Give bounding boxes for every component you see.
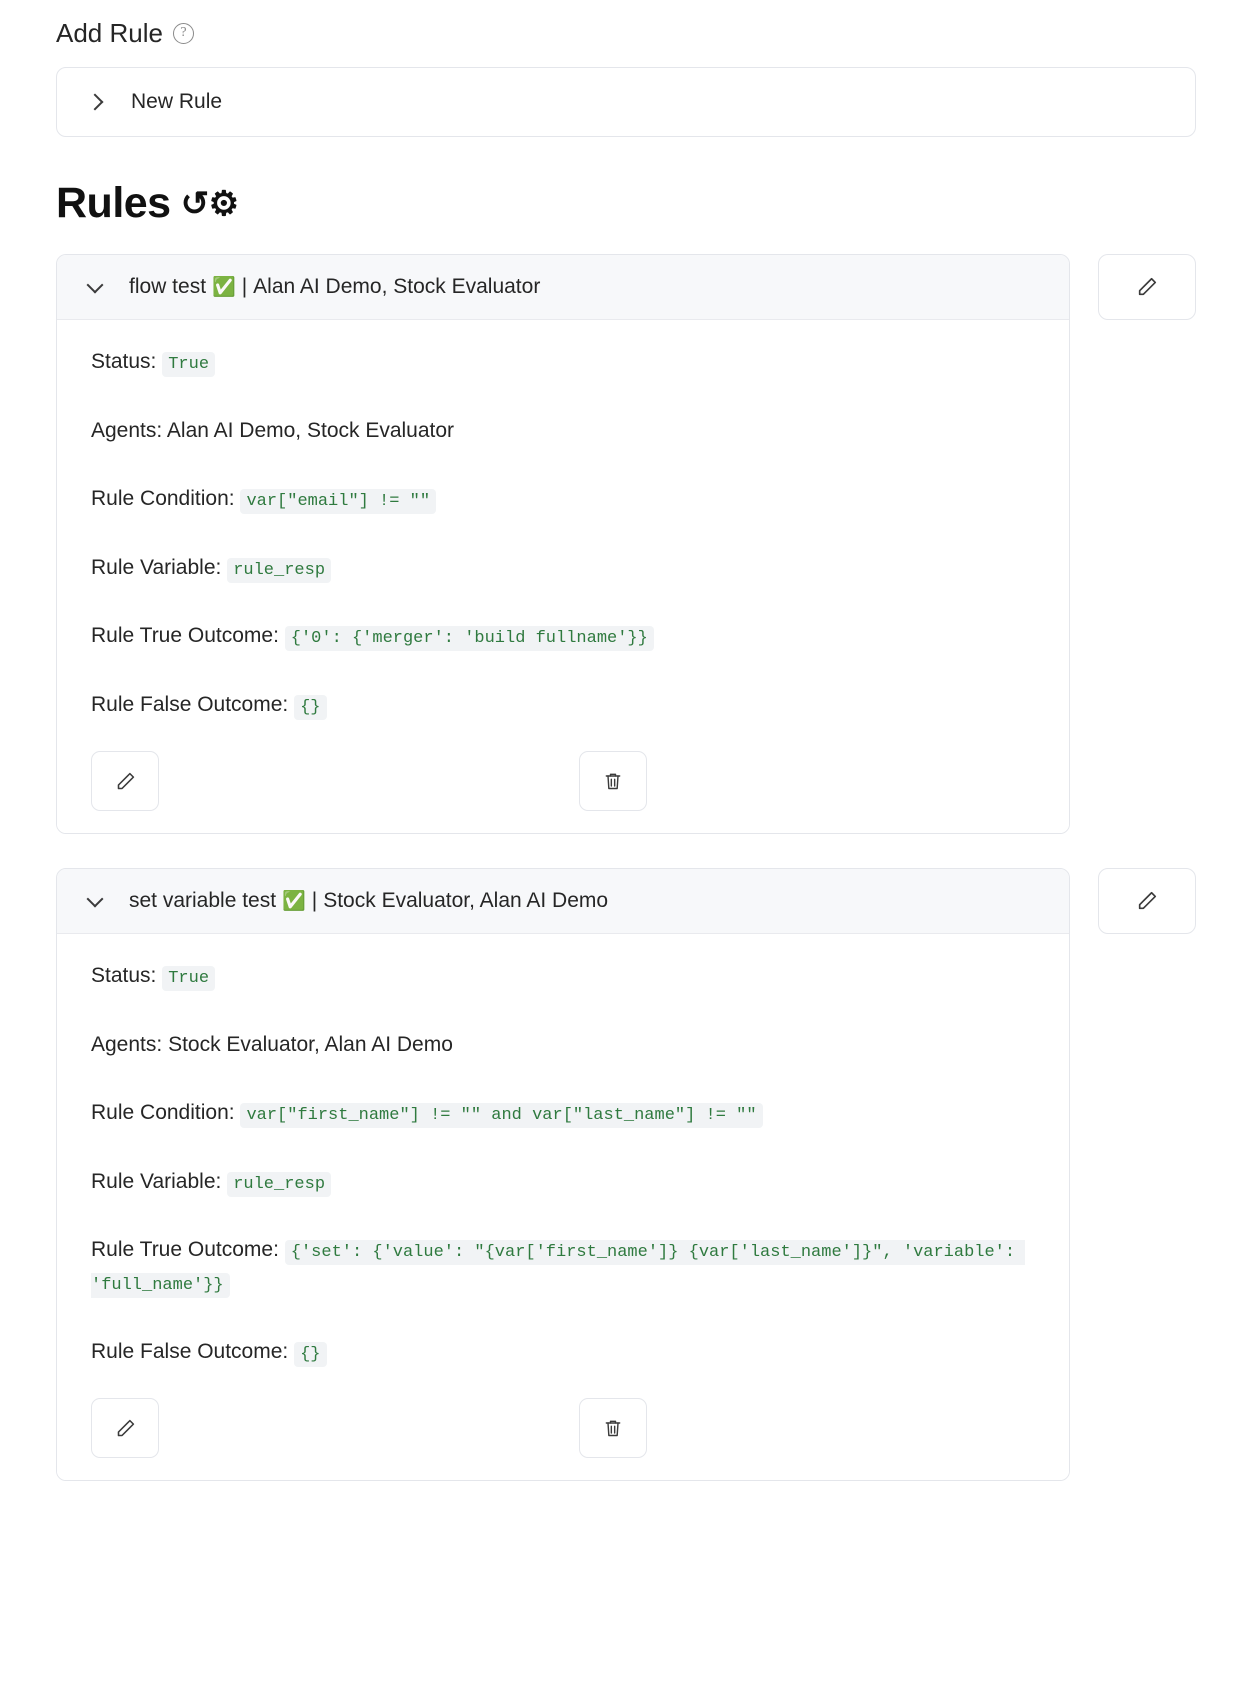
pencil-icon bbox=[115, 771, 136, 792]
field-status bbox=[91, 960, 1035, 993]
new-rule-expander[interactable] bbox=[56, 67, 1196, 137]
edit-rule-button[interactable] bbox=[91, 751, 159, 811]
field-rule-variable bbox=[91, 1166, 1035, 1199]
action-spacer bbox=[159, 751, 579, 811]
rule-title: set variable test bbox=[129, 889, 277, 913]
rule-true-outcome-value: {'set': {'value': "{var['first_name']} {var['last_name']}", 'variable': 'full_name'}} bbox=[91, 1240, 1025, 1298]
rule-false-outcome-value: {} bbox=[294, 695, 326, 720]
pencil-icon bbox=[1136, 890, 1158, 912]
field-rule-condition bbox=[91, 1097, 1035, 1130]
add-rule-title: Add Rule bbox=[56, 18, 163, 48]
field-rule-true-outcome bbox=[91, 1234, 1035, 1299]
agents-value: Stock Evaluator, Alan AI Demo bbox=[168, 1032, 453, 1056]
check-icon: ✅ bbox=[282, 891, 306, 913]
pencil-icon bbox=[1136, 276, 1158, 298]
rule-title-agents: Stock Evaluator, Alan AI Demo bbox=[323, 889, 609, 913]
add-rule-heading bbox=[56, 18, 1196, 49]
rule-title-agents: Alan AI Demo, Stock Evaluator bbox=[253, 275, 541, 298]
rule-actions bbox=[91, 751, 1035, 811]
field-rule-false-outcome bbox=[91, 689, 1035, 722]
rule-condition-value: var["email"] != "" bbox=[240, 489, 436, 514]
rule-false-outcome-value: {} bbox=[294, 1342, 326, 1367]
action-spacer bbox=[159, 1398, 579, 1458]
rule-condition-label: Rule Condition: bbox=[91, 1101, 235, 1125]
rule-body bbox=[57, 320, 1069, 833]
field-agents bbox=[91, 1029, 1035, 1062]
rule-condition-value: var["first_name"] != "" and var["last_name"] != "" bbox=[240, 1103, 762, 1128]
edit-rule-button[interactable] bbox=[91, 1398, 159, 1458]
chevron-down-icon bbox=[87, 276, 104, 293]
rule-false-outcome-label: Rule False Outcome: bbox=[91, 1339, 289, 1363]
rule-card bbox=[56, 868, 1070, 1481]
chevron-right-icon bbox=[87, 94, 104, 111]
field-agents bbox=[91, 415, 1035, 448]
rule-condition-label: Rule Condition: bbox=[91, 487, 235, 511]
rule-title-separator: | bbox=[311, 889, 318, 913]
field-rule-false-outcome bbox=[91, 1336, 1035, 1369]
field-rule-variable bbox=[91, 552, 1035, 585]
rule-variable-label: Rule Variable: bbox=[91, 1169, 222, 1193]
trash-icon bbox=[603, 771, 623, 791]
rule-side-edit-button[interactable] bbox=[1098, 868, 1196, 934]
delete-rule-button[interactable] bbox=[579, 751, 647, 811]
rule-true-outcome-value: {'0': {'merger': 'build fullname'}} bbox=[285, 626, 654, 651]
chevron-down-icon bbox=[87, 890, 104, 907]
field-status bbox=[91, 346, 1035, 379]
rule-false-outcome-label: Rule False Outcome: bbox=[91, 692, 289, 716]
agents-label: Agents: bbox=[91, 1032, 163, 1056]
rule-row bbox=[56, 254, 1196, 834]
pencil-icon bbox=[115, 1418, 136, 1439]
rules-title-text: Rules bbox=[56, 179, 171, 227]
rule-variable-value: rule_resp bbox=[227, 558, 331, 583]
rule-side-edit-button[interactable] bbox=[1098, 254, 1196, 320]
delete-rule-button[interactable] bbox=[579, 1398, 647, 1458]
status-value: True bbox=[162, 966, 215, 991]
rule-true-outcome-label: Rule True Outcome: bbox=[91, 624, 279, 648]
question-circle-icon[interactable]: ? bbox=[173, 23, 194, 44]
agents-label: Agents: bbox=[91, 418, 163, 442]
rule-header[interactable] bbox=[57, 255, 1069, 320]
rule-title-separator: | bbox=[241, 275, 248, 298]
rules-gear-icon: ↺⚙ bbox=[180, 184, 239, 223]
field-rule-true-outcome bbox=[91, 620, 1035, 653]
status-label: Status: bbox=[91, 350, 157, 373]
rule-actions bbox=[91, 1398, 1035, 1458]
rule-header[interactable] bbox=[57, 869, 1069, 934]
rule-true-outcome-label: Rule True Outcome: bbox=[91, 1238, 279, 1262]
rule-body bbox=[57, 934, 1069, 1480]
new-rule-label: New Rule bbox=[131, 90, 223, 113]
trash-icon bbox=[603, 1418, 623, 1438]
status-label: Status: bbox=[91, 964, 157, 988]
agents-value: Alan AI Demo, Stock Evaluator bbox=[166, 418, 455, 442]
check-icon: ✅ bbox=[212, 277, 236, 298]
field-rule-condition bbox=[91, 483, 1035, 516]
rule-variable-label: Rule Variable: bbox=[91, 555, 222, 579]
rule-row bbox=[56, 868, 1196, 1481]
rule-card bbox=[56, 254, 1070, 834]
rules-section-title bbox=[56, 179, 1196, 228]
rule-title: flow test bbox=[129, 275, 207, 298]
rule-variable-value: rule_resp bbox=[227, 1172, 331, 1197]
status-value: True bbox=[162, 352, 215, 377]
